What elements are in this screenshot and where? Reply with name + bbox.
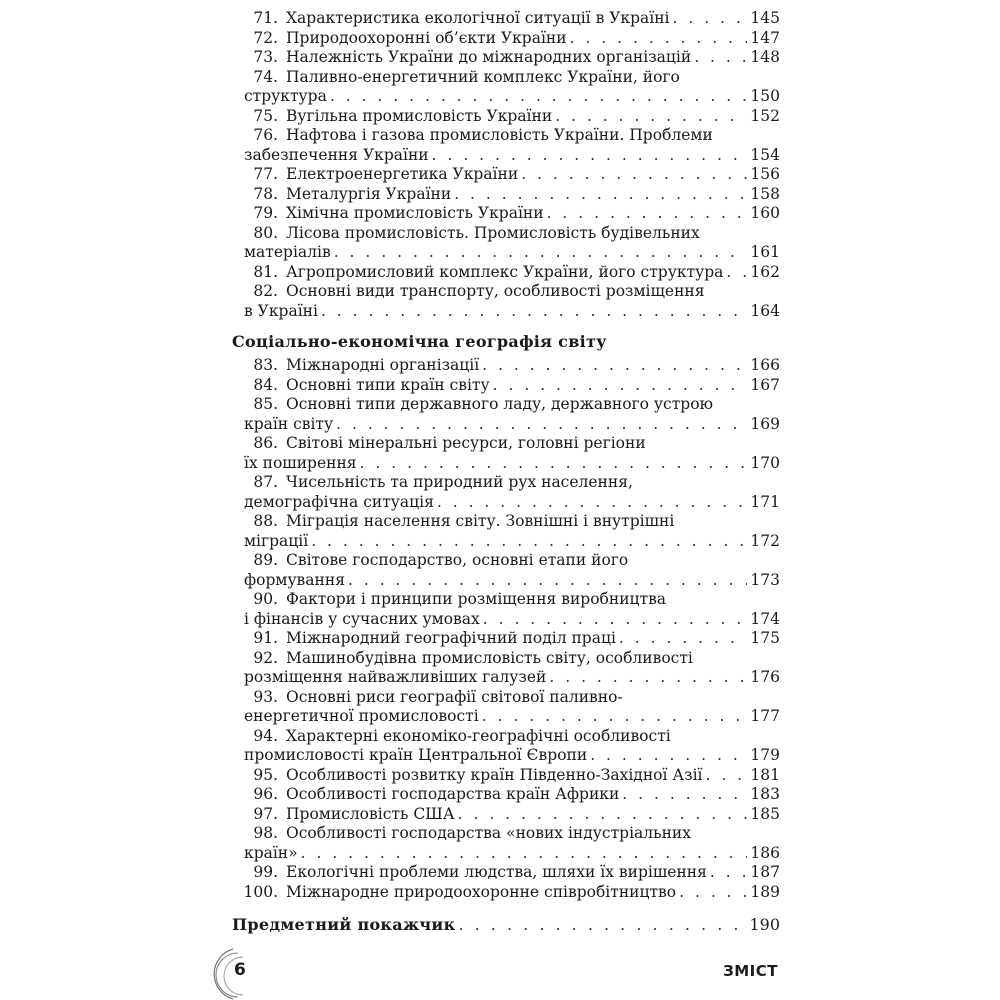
toc-entry[interactable] [232,126,780,165]
toc-entry-number: 92. [253,648,278,667]
toc-entry[interactable] [232,512,780,551]
toc-leader-dots [321,302,747,322]
footer-page-number: 6 [234,960,246,980]
toc-entry-title: країн» [244,843,298,862]
toc-entry-title: Основні види транспорту, особливості розміщення [286,282,705,300]
toc-entry-page: 160 [750,204,780,222]
toc-leader-dots [710,863,748,883]
toc-entry[interactable] [232,883,780,903]
toc-leader-dots [458,805,748,825]
toc-entry[interactable] [232,785,780,805]
toc-entry-title: Характеристика екологічної ситуації в Україні [286,9,670,27]
toc-entry-page: 175 [750,629,780,647]
toc-entry-title: країн світу [244,414,334,433]
toc-leader-dots [706,766,748,786]
toc-entry-title: Металургія України [286,184,452,203]
toc-leader-dots [547,204,748,224]
toc-entry[interactable] [232,824,780,863]
toc-leader-dots [493,376,748,396]
toc-entry-title: Міграція населення світу. Зовнішні і внутрішні [286,512,675,530]
toc-entry-title: в Україні [244,301,318,320]
toc-entry-page: 186 [750,843,780,862]
toc-entry-number: 75. [253,106,278,125]
toc-entry[interactable] [232,263,780,283]
toc-entry-number: 80. [253,223,278,242]
toc-entry-number: 79. [253,204,278,222]
toc-entry-title: Фактори і принципи розміщення виробництва [286,590,667,608]
toc-entry-page: 166 [750,356,780,374]
toc-leader-dots [726,263,747,283]
toc-entry-index[interactable] [232,915,780,935]
toc-entry[interactable] [232,204,780,224]
toc-entry[interactable] [232,29,780,49]
toc-leader-dots [432,146,748,166]
toc-entry-number: 82. [253,282,278,300]
toc-entry-number: 96. [253,785,278,803]
toc-leader-dots [311,532,747,552]
toc-entry-page: 174 [750,609,780,628]
toc-entry-number: 100. [243,882,278,901]
toc-entry-title: Предметний покажчик [232,915,456,934]
toc-entry-number: 81. [253,262,278,281]
toc-entry[interactable] [232,863,780,883]
toc-entry[interactable] [232,688,780,727]
toc-entry-page: 170 [750,453,780,472]
toc-entry-number: 76. [253,126,278,144]
toc-leader-dots [482,707,748,727]
toc-entry-page: 169 [750,414,780,433]
toc-entry-page: 177 [750,707,780,725]
toc-entry-title: структура [244,87,327,105]
toc-entry-number: 98. [253,824,278,842]
toc-entry-page: 187 [750,863,780,881]
toc-entry[interactable] [232,551,780,590]
toc-entry-title: Хімічна промисловість України [286,204,544,222]
toc-leader-dots [555,107,747,127]
toc-entry-title: Електроенергетика України [286,165,519,183]
toc-entry-page: 173 [750,570,780,589]
toc-entry[interactable] [232,434,780,473]
toc-entry-title: Міжнародне природоохоронне співробітництво [286,882,677,901]
toc-entry-page: 154 [750,145,780,164]
toc-entry-page: 162 [750,262,780,281]
toc-leader-dots [590,746,747,766]
toc-leader-dots [454,185,747,205]
toc-entry-title: забезпечення України [244,145,429,164]
toc-entry-title: Особливості господарства «нових індустріальних [286,824,691,842]
toc-entry-page: 172 [750,531,780,550]
toc-entry[interactable] [232,805,780,825]
toc-entry-title: Лісова промисловість. Промисловість будівельних [286,223,700,242]
toc-entry-title: і фінансів у сучасних умовах [244,609,480,628]
toc-entry-number: 85. [253,395,278,413]
toc-entry-page: 167 [750,375,780,394]
toc-entry-title: Вугільна промисловість України [286,106,553,125]
toc-entry-number: 94. [253,726,278,745]
toc-entry-title: Основні риси географії світової паливно- [286,687,623,706]
toc-leader-dots [458,915,746,934]
toc-entry-title: матеріалів [244,243,331,261]
toc-entry-page: 179 [750,746,780,764]
toc-entry[interactable] [232,185,780,205]
toc-entry-number: 88. [253,512,278,530]
toc-entry-title: промисловості країн Центральної Європи [244,746,588,764]
toc-entry-number: 77. [253,165,278,183]
toc-entry[interactable] [232,48,780,68]
toc-entry-number: 78. [253,184,278,203]
toc-leader-dots [570,29,748,49]
toc-entry-title: Характерні економіко-географічні особливості [286,726,671,745]
toc-leader-dots [622,785,747,805]
section-heading: Соціально-економічна географія світу [232,332,607,351]
toc-entry-title: Особливості розвитку країн Південно-Західної Азії [286,765,703,784]
toc-entry-title: Машинобудівна промисловість світу, особливості [286,648,693,667]
toc-leader-dots [334,243,748,263]
toc-leader-dots [521,165,747,185]
toc-entry-number: 87. [253,473,278,491]
toc-entry-page: 158 [750,184,780,203]
toc-entry-number: 83. [253,356,278,374]
toc-entry-title: Міжнародні організації [286,356,480,374]
toc-entry-number: 97. [253,804,278,823]
toc-entry-number: 91. [253,629,278,647]
toc-leader-dots [694,48,747,68]
toc-entry-number: 95. [253,765,278,784]
toc-entry[interactable] [232,766,780,786]
toc-entry-title: Природоохоронні об’єкти України [286,28,567,47]
toc-entry[interactable] [232,9,780,29]
toc-entry-page: 190 [749,915,780,934]
toc-entry-number: 74. [253,67,278,86]
toc-entry-page: 147 [750,28,780,47]
toc-entry[interactable] [232,165,780,185]
toc-entry-title: Світові мінеральні ресурси, головні регіони [286,434,646,452]
toc-entry-page: 164 [750,301,780,320]
toc-leader-dots [348,571,747,591]
toc-leader-dots [437,493,748,513]
toc-leader-dots [483,610,748,630]
toc-entry-number: 71. [253,9,278,27]
toc-entry-title: Екологічні проблеми людства, шляхи їх вирішення [286,863,707,881]
toc-entry-title: Міжнародний географічний поділ праці [286,629,616,647]
toc-entry-page: 156 [750,165,780,183]
toc-entry-title: Світове господарство, основні етапи його [286,551,629,569]
toc-entry-page: 145 [750,9,780,27]
toc-entry-title: формування [244,570,345,589]
toc-entry[interactable] [232,727,780,766]
toc-entry-number: 72. [253,28,278,47]
toc-entry[interactable] [232,395,780,434]
toc-entry[interactable] [232,473,780,512]
toc-entry-title: Чисельність та природний рух населення, [286,473,633,491]
toc-entry-number: 84. [253,375,278,394]
toc-entry-page: 189 [750,882,780,901]
toc-entry-title: Особливості господарства країн Африки [286,785,620,803]
toc-entry-page: 161 [750,243,780,261]
toc-entry-number: 90. [253,590,278,608]
toc-entry[interactable] [232,376,780,396]
toc-leader-dots [301,844,748,864]
toc-entry-title: їх поширення [244,453,357,472]
toc-entry[interactable] [232,356,780,376]
toc-entry-number: 86. [253,434,278,452]
toc-leader-dots [330,87,748,107]
toc-entry-title: розміщення найважливіших галузей [244,668,547,686]
toc-entry-page: 176 [750,668,780,686]
toc-leader-dots [360,454,748,474]
footer-section-label: ЗМІСТ [723,962,778,980]
toc-entry-title: енергетичної промисловості [244,707,479,725]
toc-entry-page: 148 [750,48,780,66]
toc-entry-page: 181 [750,765,780,784]
toc-leader-dots [482,356,747,376]
toc-leader-dots [336,415,747,435]
toc-entry[interactable] [232,282,780,321]
toc-entry[interactable] [232,107,780,127]
toc-entry-page: 171 [750,492,780,511]
toc-entry-title: Паливно-енергетичний комплекс України, його [286,67,680,86]
toc-leader-dots [673,9,748,29]
toc-entry-title: Промисловість США [286,804,455,823]
toc-entry-number: 93. [253,687,278,706]
toc-entry[interactable] [232,629,780,649]
toc-leader-dots [619,629,748,649]
toc-entry[interactable] [232,224,780,263]
toc-leader-dots [549,668,747,688]
toc-entry-title: демографічна ситуація [244,492,434,511]
toc-entry[interactable] [232,590,780,629]
toc-entry-number: 89. [253,551,278,569]
toc-leader-dots [679,883,747,903]
toc-entry-number: 73. [253,48,278,66]
toc-entry-page: 152 [750,106,780,125]
toc-entry-title: Належність України до міжнародних організацій [286,48,692,66]
toc-entry-number: 99. [253,863,278,881]
toc-entry[interactable] [232,649,780,688]
toc-entry-title: Агропромисловий комплекс України, його структура [286,262,724,281]
toc-entry-title: міграції [244,531,309,550]
toc-entry-title: Основні типи державного ладу, державного устрою [286,395,714,413]
toc-entry-page: 183 [750,785,780,803]
toc-entry-page: 150 [750,87,780,105]
toc-entry[interactable] [232,68,780,107]
toc-entry-title: Нафтова і газова промисловість України. Проблеми [286,126,713,144]
toc-entry-page: 185 [750,804,780,823]
toc-entry-title: Основні типи країн світу [286,375,490,394]
